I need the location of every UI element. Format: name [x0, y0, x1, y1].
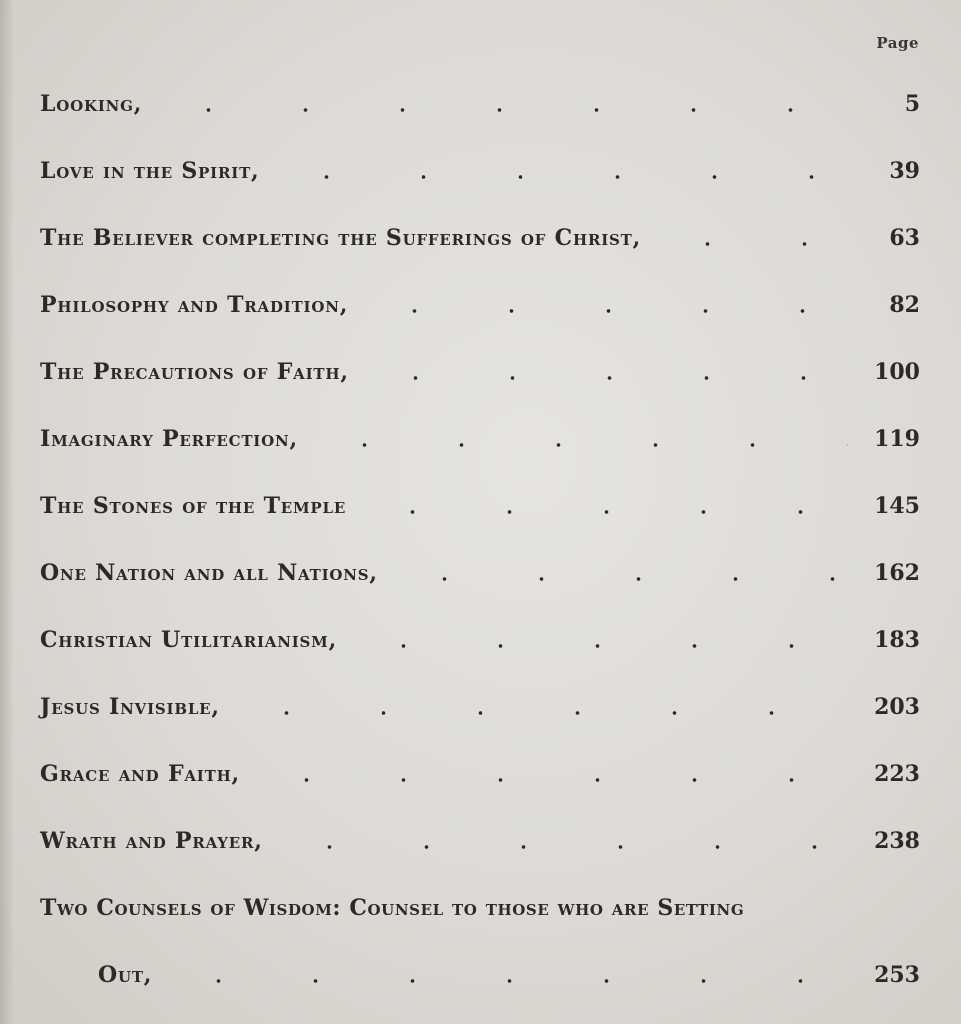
toc-entry [40, 271, 920, 338]
dot-leaders [355, 643, 848, 649]
toc-entry-title: Christian Utilitarianism, [40, 626, 338, 653]
toc-entry-page: 5 [904, 90, 920, 117]
toc-entry-title: Grace and Faith, [40, 760, 241, 787]
toc-entry [40, 874, 920, 941]
toc-entry-continuation [40, 941, 920, 1008]
toc-entry-page: 238 [874, 827, 920, 854]
dot-leaders [238, 710, 848, 716]
toc-entry [40, 70, 920, 137]
toc-entry-page: 100 [874, 358, 920, 385]
dot-leaders [316, 442, 848, 448]
dot-leaders [396, 576, 848, 582]
toc-entry-title: Wrath and Prayer, [40, 827, 263, 854]
dot-leaders [366, 308, 848, 314]
page-column-label: Page [876, 34, 919, 52]
dot-leaders [659, 241, 848, 247]
toc-entry-title: Looking, [40, 90, 143, 117]
toc-entry-page: 203 [874, 693, 920, 720]
toc-entry-page: 82 [889, 291, 920, 318]
toc-entry-title: The Believer completing the Sufferings of Christ, [40, 224, 642, 251]
toc-entry [40, 204, 920, 271]
toc-entry-title: The Stones of the Temple [40, 492, 347, 519]
toc-entry-page: 223 [874, 760, 920, 787]
toc-entry-page: 183 [874, 626, 920, 653]
toc-entry-title: Imaginary Perfection, [40, 425, 298, 452]
toc-entry-title-continuation: Out, [98, 961, 153, 988]
dot-leaders [278, 174, 848, 180]
toc-entry-title: Jesus Invisible, [40, 693, 220, 720]
toc-entry-title: Love in the Spirit, [40, 157, 260, 184]
toc-entry-title: The Precautions of Faith, [40, 358, 349, 385]
dot-leaders [170, 978, 848, 984]
toc-entry [40, 539, 920, 606]
toc-entry [40, 606, 920, 673]
table-of-contents [40, 70, 920, 1008]
toc-entry [40, 338, 920, 405]
toc-entry [40, 137, 920, 204]
dot-leaders [364, 509, 848, 515]
toc-entry-title: Philosophy and Tradition, [40, 291, 349, 318]
dot-leaders [367, 375, 848, 381]
toc-entry [40, 405, 920, 472]
dot-leaders [258, 777, 848, 783]
toc-entry [40, 472, 920, 539]
toc-entry-title: Two Counsels of Wisdom: Counsel to those who are Setting [40, 894, 745, 921]
toc-entry-title: One Nation and all Nations, [40, 559, 378, 586]
toc-entry-page: 253 [874, 961, 920, 988]
dot-leaders [160, 107, 848, 113]
toc-entry [40, 807, 920, 874]
toc-entry [40, 740, 920, 807]
dot-leaders [281, 844, 848, 850]
toc-entry-page: 63 [889, 224, 920, 251]
binding-shadow [0, 0, 14, 1024]
toc-entry-page: 162 [874, 559, 920, 586]
toc-entry [40, 673, 920, 740]
toc-entry-page: 119 [874, 425, 920, 452]
toc-entry-page: 145 [874, 492, 920, 519]
toc-entry-page: 39 [889, 157, 920, 184]
